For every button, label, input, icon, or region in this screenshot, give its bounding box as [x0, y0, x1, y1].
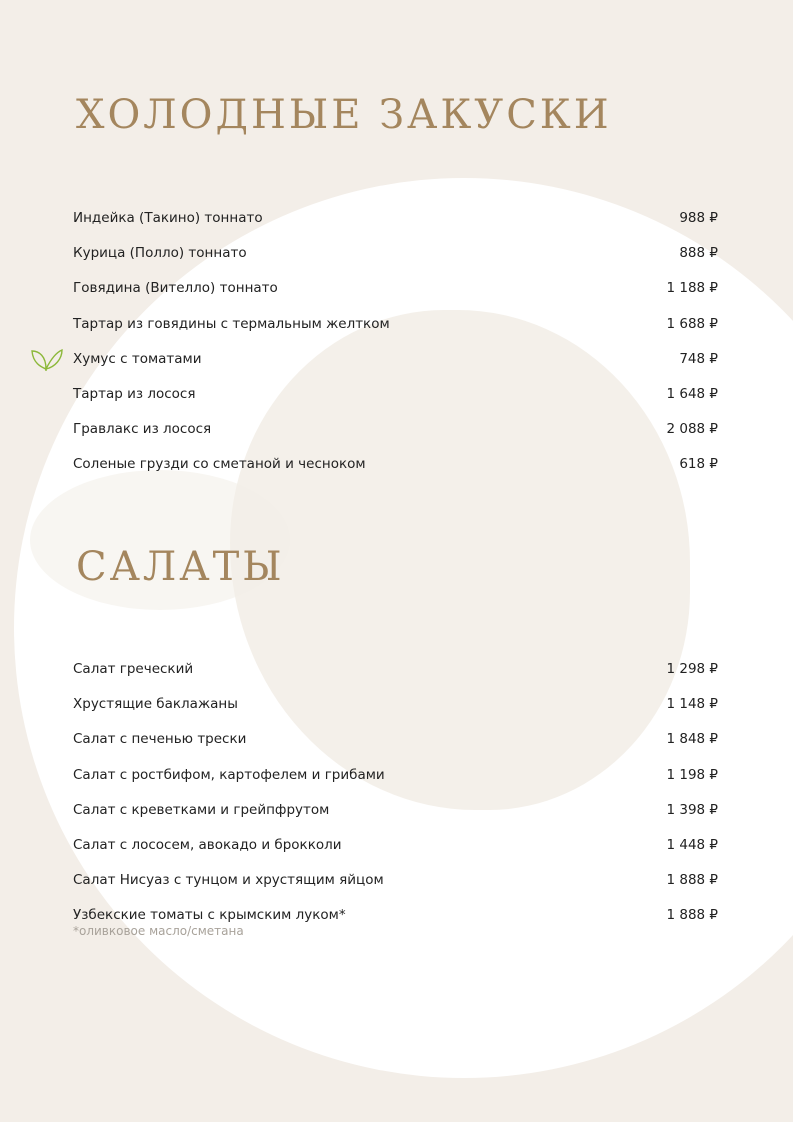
- dish-price: 888 ₽: [679, 245, 718, 262]
- dish-price: 1 888 ₽: [666, 872, 718, 889]
- menu-item: [73, 872, 718, 907]
- dish-name: Хрустящие баклажаны: [73, 696, 238, 713]
- dish-name: Салат с креветками и грейпфрутом: [73, 801, 330, 818]
- menu-item: [73, 421, 718, 456]
- dish-price: 988 ₽: [679, 210, 718, 226]
- menu-item: [73, 696, 718, 731]
- menu-item: [73, 456, 718, 491]
- dish-name-with-note: [73, 907, 346, 938]
- dish-name: Салат Нисуаз с тунцом и хрустящим яйцом: [73, 872, 384, 889]
- menu-list-cold-appetizers: [73, 210, 718, 492]
- dish-name: Салат с печенью трески: [73, 731, 247, 748]
- menu-item: [73, 210, 718, 245]
- menu-item: [73, 661, 718, 696]
- menu-item: [73, 837, 718, 872]
- dish-name: Говядина (Вителло) тоннато: [73, 280, 278, 297]
- dish-price: 1 298 ₽: [666, 661, 718, 677]
- menu-item: [73, 245, 718, 280]
- menu-item: [73, 280, 718, 315]
- dish-name: Индейка (Такино) тоннато: [73, 210, 263, 226]
- dish-price: 618 ₽: [679, 456, 718, 473]
- vegetarian-leaf-icon: [31, 345, 63, 371]
- menu-item: [73, 907, 718, 942]
- dish-price: 1 148 ₽: [666, 696, 718, 713]
- dish-name: Хумус с томатами: [73, 350, 202, 367]
- section-title-salads: САЛАТЫ: [76, 544, 285, 590]
- menu-item: [73, 767, 718, 802]
- menu-item: [73, 316, 718, 351]
- dish-name: Тартар из лосося: [73, 385, 196, 402]
- menu-list-salads: [73, 661, 718, 943]
- dish-name: Курица (Полло) тоннато: [73, 245, 247, 262]
- dish-price: 1 648 ₽: [666, 385, 718, 402]
- dish-price: 748 ₽: [679, 350, 718, 367]
- menu-item: [73, 351, 718, 386]
- dish-name: Соленые грузди со сметаной и чесноком: [73, 456, 366, 473]
- dish-price: 1 848 ₽: [666, 731, 718, 748]
- dish-name: Салат с лососем, авокадо и брокколи: [73, 836, 342, 853]
- section-title-cold-appetizers: ХОЛОДНЫЕ ЗАКУСКИ: [76, 92, 612, 138]
- menu-item: [73, 802, 718, 837]
- menu-item: [73, 731, 718, 766]
- dish-name: Гравлакс из лосося: [73, 421, 212, 438]
- dish-name: Салат греческий: [73, 661, 194, 677]
- dish-name: Узбекские томаты с крымским луком*: [73, 907, 346, 924]
- dish-name: Тартар из говядины с термальным желтком: [73, 315, 390, 332]
- dish-price: 1 198 ₽: [666, 766, 718, 783]
- dish-price: 2 088 ₽: [666, 421, 718, 438]
- dish-price: 1 688 ₽: [666, 315, 718, 332]
- dish-price: 1 188 ₽: [666, 280, 718, 297]
- dish-note: *оливковое масло/сметана: [73, 924, 244, 939]
- menu-item: [73, 386, 718, 421]
- dish-price: 1 448 ₽: [666, 836, 718, 853]
- dish-name: Салат с ростбифом, картофелем и грибами: [73, 766, 385, 783]
- dish-price: 1 888 ₽: [666, 907, 718, 924]
- dish-price: 1 398 ₽: [666, 801, 718, 818]
